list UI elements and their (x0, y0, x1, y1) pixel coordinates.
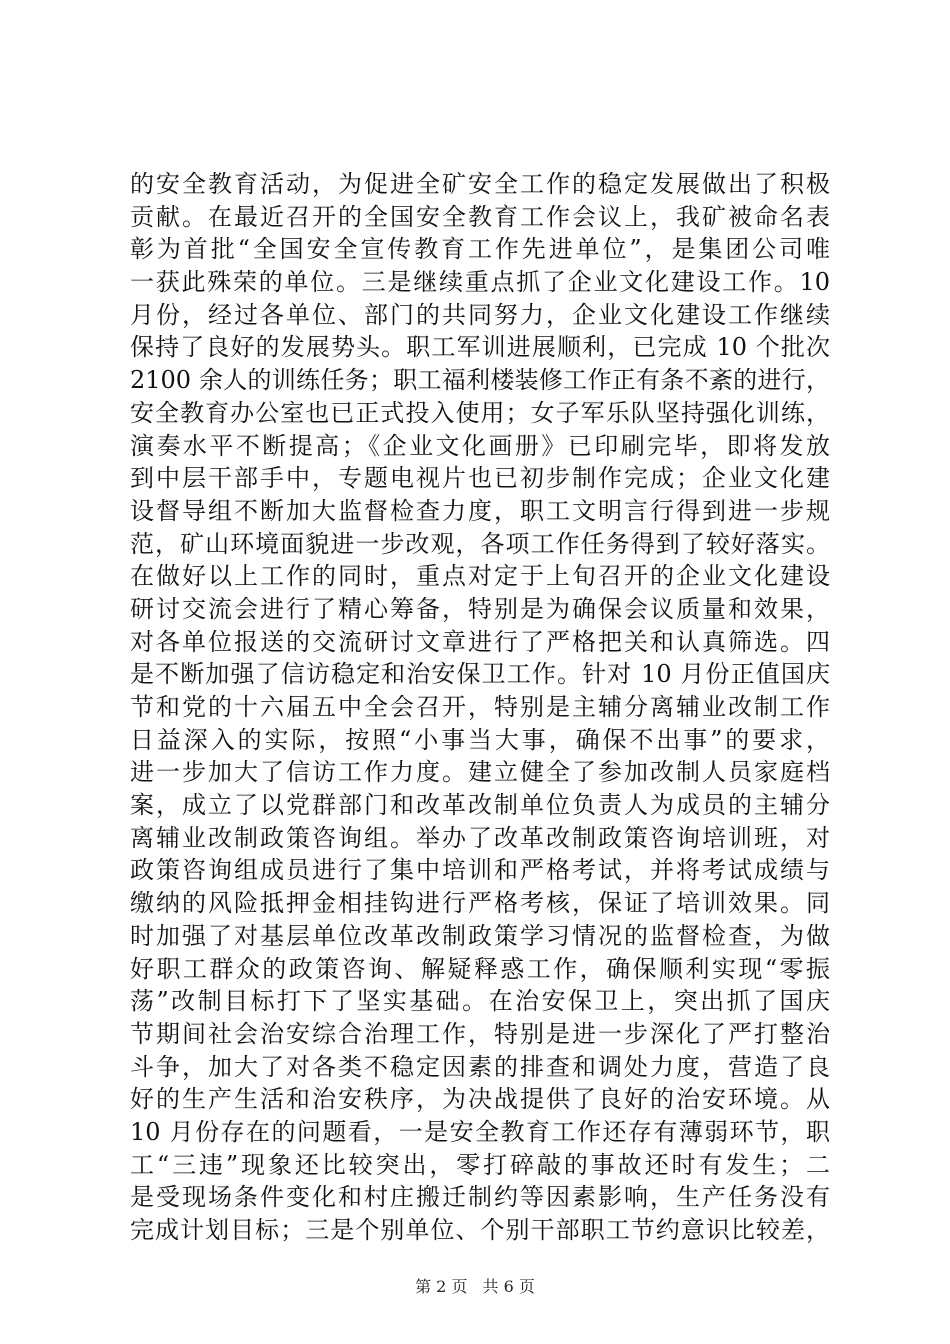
text-line: 缴纳的风险抵押金相挂钩进行严格考核，保证了培训效果。同 (130, 889, 830, 918)
text-line: 范，矿山环境面貌进一步改观，各项工作任务得到了较好落实。 (130, 529, 830, 558)
text-line: 研讨交流会进行了精心筹备，特别是为确保会议质量和效果， (130, 594, 830, 623)
text-line: 到中层干部手中，专题电视片也已初步制作完成；企业文化建 (130, 464, 830, 493)
text-line: 在做好以上工作的同时，重点对定于上旬召开的企业文化建设 (130, 562, 830, 591)
text-line: 演奏水平不断提高；《企业文化画册》已印刷完毕，即将发放 (130, 431, 830, 460)
page-footer (0, 1277, 950, 1297)
text-line: 工“三违”现象还比较突出，零打碎敲的事故还时有发生；二 (130, 1150, 830, 1179)
text-line: 好职工群众的政策咨询、解疑释惑工作，确保顺利实现“零振 (130, 954, 830, 983)
text-line: 对各单位报送的交流研讨文章进行了严格把关和认真筛选。四 (130, 627, 830, 656)
text-line: 10 月份存在的问题看，一是安全教育工作还存有薄弱环节，职 (130, 1117, 830, 1146)
text-line: 安全教育办公室也已正式投入使用；女子军乐队坚持强化训练， (130, 398, 830, 427)
text-line: 完成计划目标；三是个别单位、个别干部职工节约意识比较差， (130, 1216, 830, 1244)
text-line: 好的生产生活和治安秩序，为决战提供了良好的治安环境。从 (130, 1085, 830, 1114)
page-total: 共 6 页 (482, 1277, 535, 1296)
text-line: 2100 余人的训练任务；职工福利楼装修工作正有条不紊的进行， (130, 366, 830, 395)
text-line: 案，成立了以党群部门和改革改制单位负责人为成员的主辅分 (130, 791, 830, 820)
text-line: 月份，经过各单位、部门的共同努力，企业文化建设工作继续 (130, 300, 830, 329)
text-line: 日益深入的实际，按照“小事当大事，确保不出事”的要求， (130, 725, 830, 754)
text-line: 是不断加强了信访稳定和治安保卫工作。针对 10 月份正值国庆 (130, 660, 830, 689)
text-line: 离辅业改制政策咨询组。举办了改革改制政策咨询培训班，对 (130, 823, 830, 852)
text-line: 保持了良好的发展势头。职工军训进展顺利，已完成 10 个批次 (130, 333, 830, 362)
document-body (130, 168, 830, 1247)
text-line: 的安全教育活动，为促进全矿安全工作的稳定发展做出了积极 (130, 170, 830, 198)
text-line: 是受现场条件变化和村庄搬迁制约等因素影响，生产任务没有 (130, 1183, 830, 1212)
text-line: 节和党的十六届五中全会召开，特别是主辅分离辅业改制工作 (130, 693, 830, 721)
page-number: 第 2 页 (415, 1277, 468, 1296)
text-line: 荡”改制目标打下了坚实基础。在治安保卫上，突出抓了国庆 (130, 987, 830, 1016)
text-line: 一获此殊荣的单位。三是继续重点抓了企业文化建设工作。10 (130, 268, 830, 297)
text-line: 政策咨询组成员进行了集中培训和严格考试，并将考试成绩与 (130, 856, 830, 885)
text-line: 进一步加大了信访工作力度。建立健全了参加改制人员家庭档 (130, 758, 830, 787)
text-line: 彰为首批“全国安全宣传教育工作先进单位”，是集团公司唯 (130, 235, 830, 264)
text-line: 设督导组不断加大监督检查力度，职工文明言行得到进一步规 (130, 496, 830, 525)
text-line: 斗争，加大了对各类不稳定因素的排查和调处力度，营造了良 (130, 1052, 830, 1081)
text-line: 时加强了对基层单位改革改制政策学习情况的监督检查，为做 (130, 921, 830, 950)
text-line: 贡献。在最近召开的全国安全教育工作会议上，我矿被命名表 (130, 202, 830, 231)
text-line: 节期间社会治安综合治理工作，特别是进一步深化了严打整治 (130, 1019, 830, 1048)
